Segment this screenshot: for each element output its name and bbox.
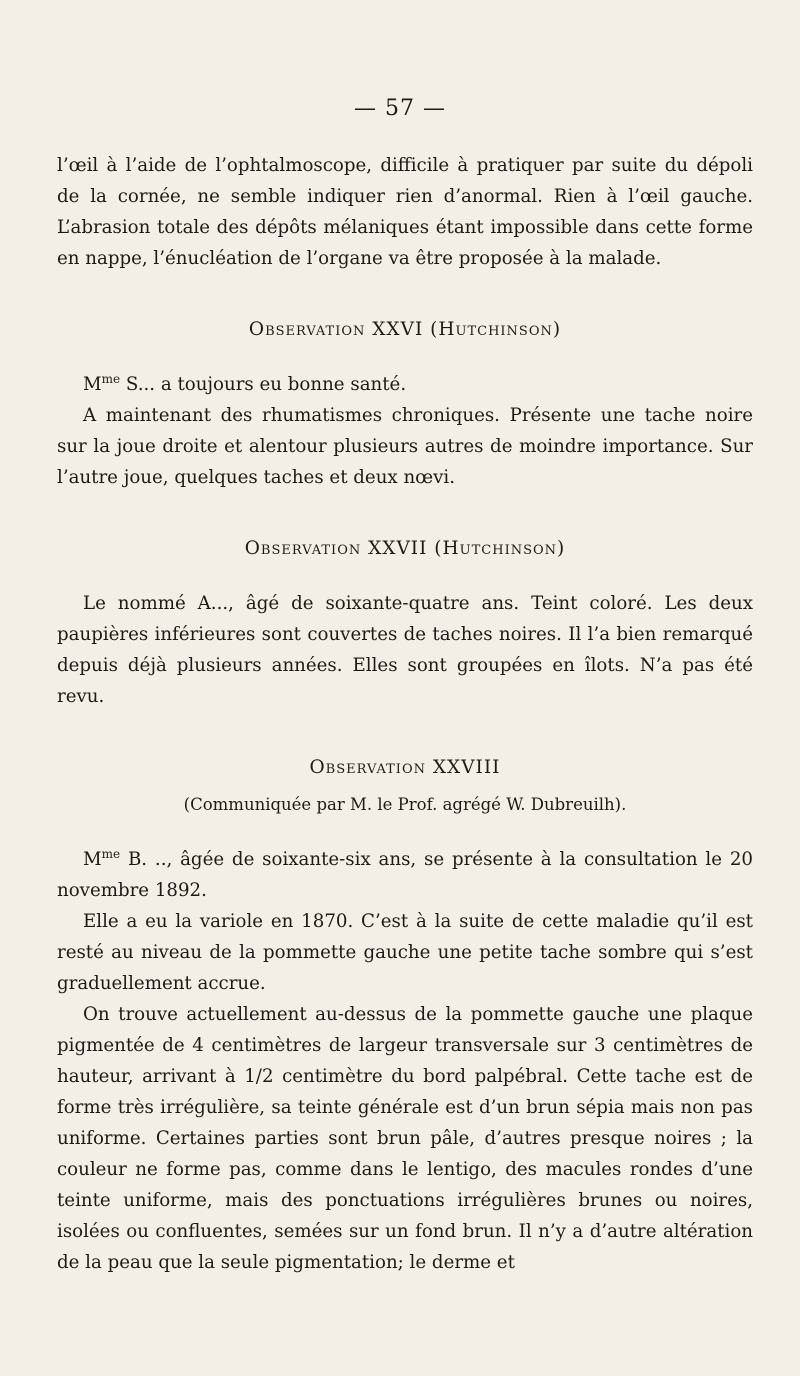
page-body xyxy=(57,150,753,1278)
observation-28-line-1: $M^{me}$ B. .., âgée de soixante-six ans, se présente à la consultation le 20 novembre 1892. xyxy=(57,846,753,901)
paragraph-intro: l’œil à l’aide de l’ophtalmoscope, difficile à pratiquer par suite du dépoli de la cornée, ne semble indiquer rien d’anormal. Rien à l’œil gauche. L’abrasion totale des dépôts mélaniques étant impossible dans cette forme en nappe, l’énucléation de l’organe va être proposée à la malade. xyxy=(57,155,753,269)
observation-26-paragraph-2: A maintenant des rhumatismes chroniques. Présente une tache noire sur la joue droite et alentour plusieurs autres de moindre importance. Sur l’autre joue, quelques taches et deux nœvi. xyxy=(57,405,753,488)
observation-27-paragraph-1: Le nommé A..., âgé de soixante-quatre ans. Teint coloré. Les deux paupières inférieures sont couvertes de taches noires. Il l’a bien remarqué depuis déjà plusieurs années. Elles sont groupées en îlots. N’a pas été revu. xyxy=(57,593,753,707)
observation-28-paragraph-3: On trouve actuellement au-dessus de la pommette gauche une plaque pigmentée de 4 centimètres de largeur transversale sur 3 centimètres de hauteur, arrivant à 1/2 centimètre du bord palpébral. Cette tache est de forme très irrégulière, sa teinte générale est d’un brun sépia mais non pas uniforme. Certaines parties sont brun pâle, d’autres presque noires ; la couleur ne forme pas, comme dans le lentigo, des macules rondes d’une teinte uniforme, mais des ponctuations irrégulières brunes ou noires, isolées ou confluentes, semées sur un fond brun. Il n’y a d’autre altération de la peau que la seule pigmentation; le derme et xyxy=(57,1004,753,1273)
observation-26-line-1: $M^{me}$ S... a toujours eu bonne santé. xyxy=(83,371,407,395)
observation-28-subheading: (Communiquée par M. le Prof. agrégé W. Dubreuilh). xyxy=(183,795,627,814)
observation-28-paragraph-2: Elle a eu la variole en 1870. C’est à la suite de cette maladie qu’il est resté au niveau de la pommette gauche une petite tache sombre qui s’est graduellement accrue. xyxy=(57,911,753,994)
page-number: — 57 — xyxy=(354,96,446,121)
observation-26-heading: Observation XXVI (Hutchinson) xyxy=(248,319,562,340)
observation-27-heading: Observation XXVII (Hutchinson) xyxy=(244,538,566,559)
observation-28-heading: Observation XXVIII xyxy=(309,757,501,778)
